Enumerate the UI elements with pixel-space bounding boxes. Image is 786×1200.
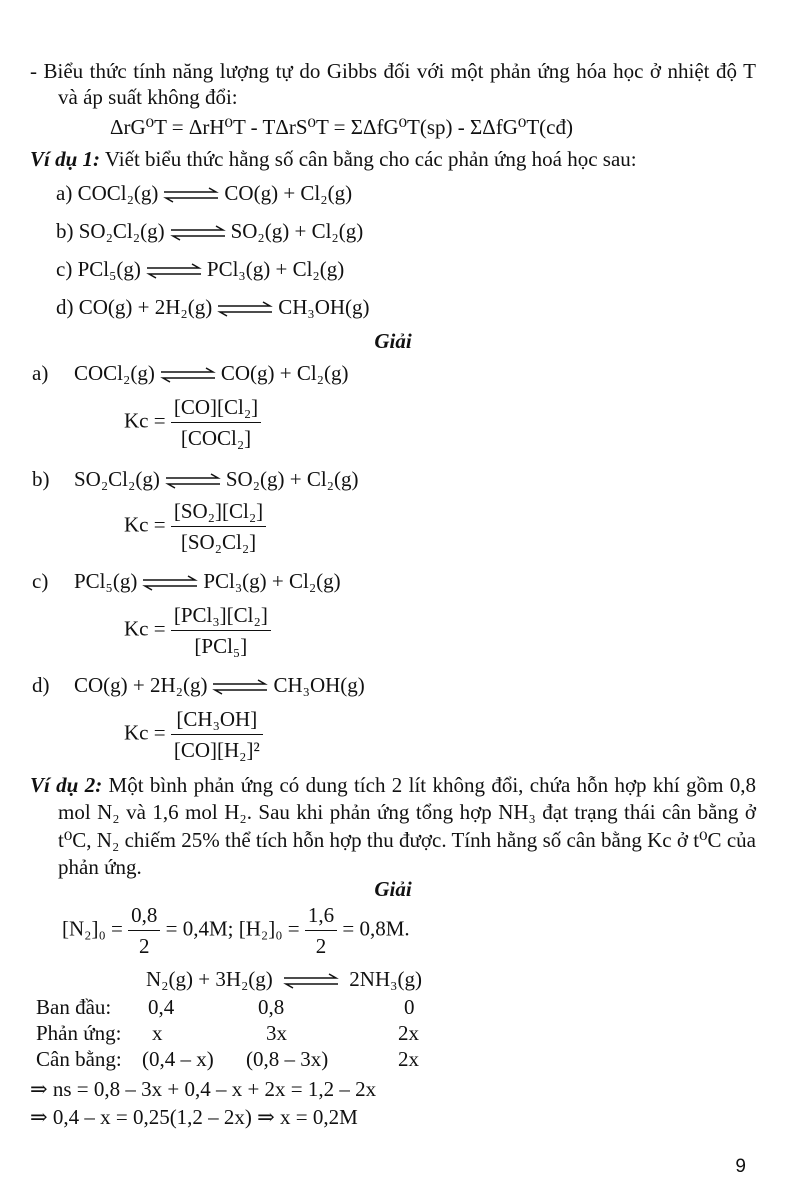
- n2-result: = 0,4M;: [165, 916, 234, 941]
- cell-h2: 3x: [266, 1021, 287, 1045]
- solution-left: SO₂Cl₂(g): [74, 467, 160, 491]
- reaction-letter: c): [56, 257, 73, 281]
- solution-right: SO₂(g) + Cl₂(g): [225, 467, 359, 491]
- reaction-letter: b): [56, 219, 74, 243]
- reaction-letter: a): [56, 181, 73, 205]
- n2-denominator: 2: [139, 934, 150, 959]
- kc-label: Kc =: [124, 512, 166, 537]
- reaction-right: PCl₃(g) + Cl₂(g): [206, 257, 345, 281]
- solution-right: CH₃OH(g): [273, 673, 365, 697]
- solution-left: COCl₂(g): [74, 361, 155, 385]
- reaction-item: [56, 256, 344, 282]
- nh3-reaction-left: N₂(g) + 3H₂(g): [146, 967, 273, 991]
- reaction-right: CH₃OH(g): [278, 295, 370, 319]
- cell-nh3: 2x: [398, 1021, 419, 1045]
- reaction-right: SO₂(g) + Cl₂(g): [230, 219, 364, 243]
- kc-expression: [124, 602, 271, 660]
- solution-left: CO(g) + 2H₂(g): [74, 673, 208, 697]
- reaction-left: PCl₅(g): [77, 257, 141, 281]
- equilibrium-arrow-icon: [211, 679, 269, 695]
- cell-n2: (0,4 – x): [142, 1047, 214, 1071]
- equilibrium-arrow-icon: [162, 187, 220, 203]
- kc-expression: [124, 394, 261, 452]
- kc-expression: [124, 498, 266, 556]
- equilibrium-arrow-icon: [164, 473, 222, 489]
- cell-n2: x: [152, 1021, 163, 1045]
- example2-label: Ví dụ 2:: [30, 773, 103, 797]
- initial-concentrations: [62, 902, 410, 960]
- example1-label: Ví dụ 1:: [30, 147, 101, 171]
- kc-denominator: [SO₂Cl₂]: [180, 530, 257, 555]
- h2-denominator: 2: [315, 934, 327, 959]
- solution-right: PCl₃(g) + Cl₂(g): [203, 569, 341, 593]
- kc-denominator: [CO][H₂]²: [173, 738, 260, 763]
- cell-h2: (0,8 – 3x): [246, 1047, 329, 1071]
- kc-label: Kc =: [124, 408, 166, 433]
- solution-reaction: [32, 672, 365, 698]
- nh3-reaction: [146, 966, 422, 992]
- row-label: Cân bằng:: [36, 1047, 122, 1071]
- h2-numerator: 1,6: [305, 902, 337, 931]
- nh3-reaction-right: 2NH₃(g): [349, 967, 422, 991]
- kc-fraction: [171, 394, 261, 452]
- kc-numerator: [CO][Cl₂]: [171, 394, 261, 423]
- example2-statement: [30, 772, 756, 881]
- reaction-item: [56, 294, 370, 320]
- reaction-right: CO(g) + Cl₂(g): [224, 181, 353, 205]
- cell-nh3: 2x: [398, 1047, 419, 1071]
- n2-fraction: [128, 902, 160, 960]
- kc-fraction: [171, 498, 266, 556]
- solution-reaction: [32, 466, 358, 492]
- equilibrium-arrow-icon: [282, 973, 340, 989]
- equilibrium-arrow-icon: [169, 225, 227, 241]
- solution-letter: d): [32, 673, 50, 697]
- solution-letter: a): [32, 361, 49, 385]
- row-label: Phản ứng:: [36, 1021, 122, 1045]
- kc-label: Kc =: [124, 720, 166, 745]
- reaction-left: COCl₂(g): [77, 181, 159, 205]
- step-total-moles: ⇒ ns = 0,8 – 3x + 0,4 – x + 2x = 1,2 – 2x: [30, 1077, 377, 1101]
- equilibrium-arrow-icon: [159, 367, 217, 383]
- equilibrium-arrow-icon: [141, 575, 199, 591]
- example1-solution-title: Giải: [374, 329, 412, 353]
- kc-numerator: [SO₂][Cl₂]: [171, 498, 266, 527]
- example1-statement: [30, 146, 756, 172]
- kc-expression: [124, 706, 263, 764]
- gibbs-formula: ΔrG⁰T = ΔrH⁰T - TΔrS⁰T = ΣΔfG⁰T(sp) - ΣΔfG⁰T(cđ): [110, 115, 573, 139]
- solution-letter: b): [32, 467, 50, 491]
- reaction-item: [56, 218, 363, 244]
- cell-h2: 0,8: [258, 995, 285, 1019]
- reaction-left: SO₂Cl₂(g): [78, 219, 165, 243]
- solution-reaction: [32, 568, 341, 594]
- solution-right: CO(g) + Cl₂(g): [220, 361, 349, 385]
- equilibrium-arrow-icon: [216, 301, 274, 317]
- page-number: 9: [735, 1156, 746, 1177]
- h2-result: = 0,8M.: [342, 916, 410, 941]
- kc-fraction: [171, 706, 263, 764]
- gibbs-intro: - Biểu thức tính năng lượng tự do Gibbs đối với một phản ứng hóa học ở nhiệt độ T và áp suất không đổi:: [30, 59, 756, 110]
- kc-numerator: [PCl₃][Cl₂]: [171, 602, 271, 631]
- solution-reaction: [32, 360, 348, 386]
- reaction-item: [56, 180, 352, 206]
- example1-text: Viết biểu thức hằng số cân bằng cho các phản ứng hoá học sau:: [104, 147, 637, 171]
- h2-fraction: [305, 902, 337, 960]
- cell-n2: 0,4: [148, 995, 175, 1019]
- row-label: Ban đầu:: [36, 995, 112, 1019]
- reaction-letter: d): [56, 295, 74, 319]
- example2-text: Một bình phản ứng có dung tích 2 lít không đổi, chứa hỗn hợp khí gồm 0,8 mol N₂ và 1,6 mol H₂. Sau khi phản ứng tổng hợp NH₃ đạt trạng thái cân bằng ở t⁰C, N₂ chiếm 25% thể tích hỗn hợp thu được. Tính hằng số cân bằng Kc ở t⁰C của phản ứng.: [58, 773, 756, 879]
- n2-numerator: 0,8: [128, 902, 160, 931]
- solution-letter: c): [32, 569, 49, 593]
- kc-denominator: [COCl₂]: [180, 426, 252, 451]
- reaction-left: CO(g) + 2H₂(g): [78, 295, 213, 319]
- example2-solution-title: Giải: [374, 877, 412, 901]
- cell-nh3: 0: [404, 995, 415, 1019]
- solution-left: PCl₅(g): [74, 569, 138, 593]
- kc-label: Kc =: [124, 616, 166, 641]
- equilibrium-arrow-icon: [145, 263, 203, 279]
- n2-conc-label: [N₂]₀ =: [62, 916, 123, 941]
- kc-numerator: [CH₃OH]: [171, 706, 263, 735]
- kc-denominator: [PCl₅]: [194, 634, 248, 659]
- kc-fraction: [171, 602, 271, 660]
- step-solve-x: ⇒ 0,4 – x = 0,25(1,2 – 2x) ⇒ x = 0,2M: [30, 1105, 358, 1129]
- h2-conc-label: [H₂]₀ =: [238, 916, 300, 941]
